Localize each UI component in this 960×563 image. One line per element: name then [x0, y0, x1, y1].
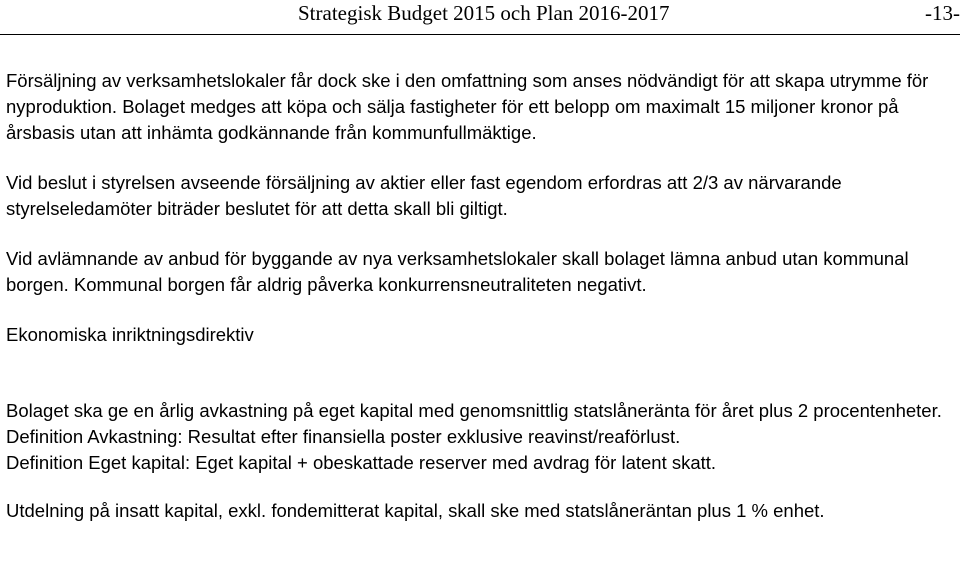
- paragraph-tender: Vid avlämnande av anbud för byggande av nya verksamhetslokaler skall bolaget lämna anbud utan kommunal borgen. Kommunal borgen får aldrig påverka konkurrensneutraliteten negativt.: [6, 248, 909, 295]
- page-header: [0, 0, 960, 35]
- section-heading: Ekonomiska inriktningsdirektiv: [6, 324, 254, 345]
- paragraph-sale-of-premises: Försäljning av verksamhetslokaler får dock ske i den omfattning som anses nödvändigt för att skapa utrymme för nyproduktion. Bolaget medges att köpa och sälja fastigheter för ett belopp om maximalt 15 miljoner kronor på årsbasis utan att inhämta godkännande från kommunfullmäktige.: [6, 70, 929, 143]
- page-number: -13-: [925, 1, 960, 25]
- document-title: Strategisk Budget 2015 och Plan 2016-2017: [298, 1, 670, 25]
- paragraph-dividend: Utdelning på insatt kapital, exkl. fondemitterat kapital, skall ske med statslåneräntan plus 1 % enhet.: [6, 500, 825, 521]
- paragraph-return-on-equity: Bolaget ska ge en årlig avkastning på eget kapital med genomsnittlig statslåneränta för året plus 2 procentenheter.: [6, 400, 942, 421]
- definition-equity: Definition Eget kapital: Eget kapital + obeskattade reserver med avdrag för latent skatt.: [6, 452, 717, 473]
- paragraph-board-decision: Vid beslut i styrelsen avseende försäljning av aktier eller fast egendom erfordras att 2/3 av närvarande styrelseledamöter biträder beslutet för att detta skall bli giltigt.: [6, 172, 842, 219]
- document-body: [6, 68, 956, 524]
- definition-return: Definition Avkastning: Resultat efter finansiella poster exklusive reavinst/reaförlust.: [6, 426, 681, 447]
